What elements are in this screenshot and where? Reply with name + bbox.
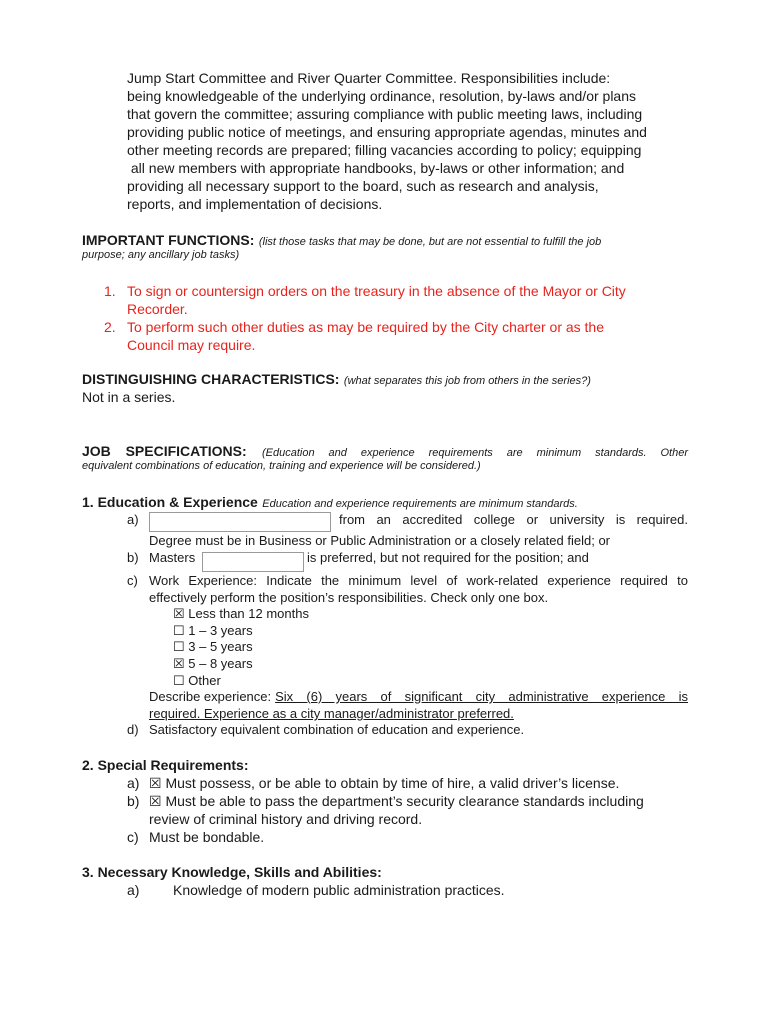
describe-experience-label: Describe experience: [149, 689, 272, 704]
special-item-label: c) [127, 829, 139, 845]
function-item-text: To perform such other duties as may be required by the City charter or as the [127, 319, 605, 335]
education-d-label: d) [127, 722, 139, 737]
distinguishing-value: Not in a series. [82, 389, 176, 405]
education-b-text: is preferred, but not required for the position; and [307, 550, 589, 565]
experience-option-label: 3 – 5 years [188, 639, 253, 654]
job-specs-note: (Education and experience requirements are minimum standards. Other [262, 447, 688, 459]
function-item-number: 2. [104, 319, 116, 335]
special-item-text: review of criminal history and driving record. [149, 811, 423, 827]
experience-option[interactable] [173, 623, 253, 639]
experience-option[interactable] [173, 639, 253, 655]
experience-option-label: 1 – 3 years [188, 623, 253, 638]
education-c-line1: Work Experience: Indicate the minimum level of work-related experience required to [149, 573, 688, 588]
education-c-line2: effectively perform the position’s responsibilities. Check only one box. [149, 590, 549, 605]
education-heading: 1. Education & Experience [82, 494, 258, 510]
important-functions-note-line2: purpose; any ancillary job tasks) [82, 249, 240, 261]
describe-experience-line1 [149, 689, 688, 704]
special-item-label: b) [127, 793, 140, 809]
education-note: Education and experience requirements are minimum standards. [262, 498, 578, 510]
experience-option[interactable] [173, 606, 309, 622]
intro-line: being knowledgeable of the underlying ordinance, resolution, by-laws and/or plans [127, 88, 636, 104]
describe-experience-text: required. Experience as a city manager/administrator preferred. [149, 706, 514, 721]
job-specs-note-line2: equivalent combinations of education, training and experience will be considered.) [82, 460, 481, 472]
intro-line: other meeting records are prepared; filling vacancies according to policy; equipping [127, 142, 642, 158]
education-a-line2: Degree must be in Business or Public Administration or a closely related field; or [149, 533, 610, 548]
distinguishing-heading: DISTINGUISHING CHARACTERISTICS: [82, 371, 340, 387]
intro-line: providing all necessary support to the board, such as research and analysis, [127, 178, 599, 194]
education-b-prefix: Masters [149, 550, 196, 565]
checkbox-empty-icon[interactable]: ☐ [173, 639, 185, 654]
checkbox-empty-icon[interactable]: ☐ [173, 623, 185, 638]
education-c-label: c) [127, 573, 138, 588]
education-d-text: Satisfactory equivalent combination of education and experience. [149, 722, 525, 737]
important-functions-heading: IMPORTANT FUNCTIONS: [82, 232, 255, 248]
ksa-item-label: a) [127, 882, 140, 898]
intro-line: that govern the committee; assuring compliance with public meeting laws, including [127, 106, 643, 122]
checkbox-checked-icon[interactable]: ☒ [173, 606, 185, 621]
important-functions-header [82, 232, 601, 250]
checkbox-empty-icon[interactable]: ☐ [173, 673, 185, 688]
education-a-text: from an accredited college or university is required. [339, 512, 688, 527]
experience-option[interactable] [173, 656, 253, 672]
function-item-number: 1. [104, 283, 116, 299]
education-a-label: a) [127, 512, 139, 527]
degree-field[interactable] [149, 512, 331, 532]
distinguishing-header [82, 371, 591, 389]
intro-line: reports, and implementation of decisions. [127, 196, 383, 212]
special-item-label: a) [127, 775, 140, 791]
special-item-text: ☒ Must be able to pass the department’s security clearance standards including [149, 793, 644, 809]
education-header [82, 494, 578, 512]
job-specs-header [82, 443, 688, 461]
experience-option-label: 5 – 8 years [188, 656, 253, 671]
ksa-heading: 3. Necessary Knowledge, Skills and Abilities: [82, 864, 382, 880]
checkbox-checked-icon[interactable]: ☒ [173, 656, 185, 671]
intro-line: Jump Start Committee and River Quarter Committee. Responsibilities include: [127, 70, 611, 86]
distinguishing-note: (what separates this job from others in the series?) [343, 375, 591, 387]
intro-paragraph [127, 69, 647, 213]
education-b-label: b) [127, 550, 139, 565]
intro-line: providing public notice of meetings, and ensuring appropriate agendas, minutes and [127, 124, 647, 140]
special-item-text: Must be bondable. [149, 829, 265, 845]
function-item-text: Recorder. [127, 301, 188, 317]
function-item-text: To sign or countersign orders on the treasury in the absence of the Mayor or City [127, 283, 626, 299]
masters-field[interactable] [202, 552, 304, 572]
special-item-text: ☒ Must possess, or be able to obtain by time of hire, a valid driver’s license. [149, 775, 620, 791]
describe-experience-text: Six (6) years of significant city administrative experience is [275, 689, 688, 704]
experience-option-label: Other [188, 673, 221, 688]
experience-option-label: Less than 12 months [188, 606, 309, 621]
experience-option[interactable] [173, 673, 221, 689]
ksa-item-text: Knowledge of modern public administration practices. [173, 882, 505, 898]
special-requirements-heading: 2. Special Requirements: [82, 757, 249, 773]
important-functions-note: (list those tasks that may be done, but are not essential to fulfill the job [258, 236, 602, 248]
job-specs-heading: JOB SPECIFICATIONS: [82, 443, 247, 459]
function-item-text: Council may require. [127, 337, 256, 353]
intro-line: all new members with appropriate handbooks, by-laws or other information; and [127, 160, 625, 176]
